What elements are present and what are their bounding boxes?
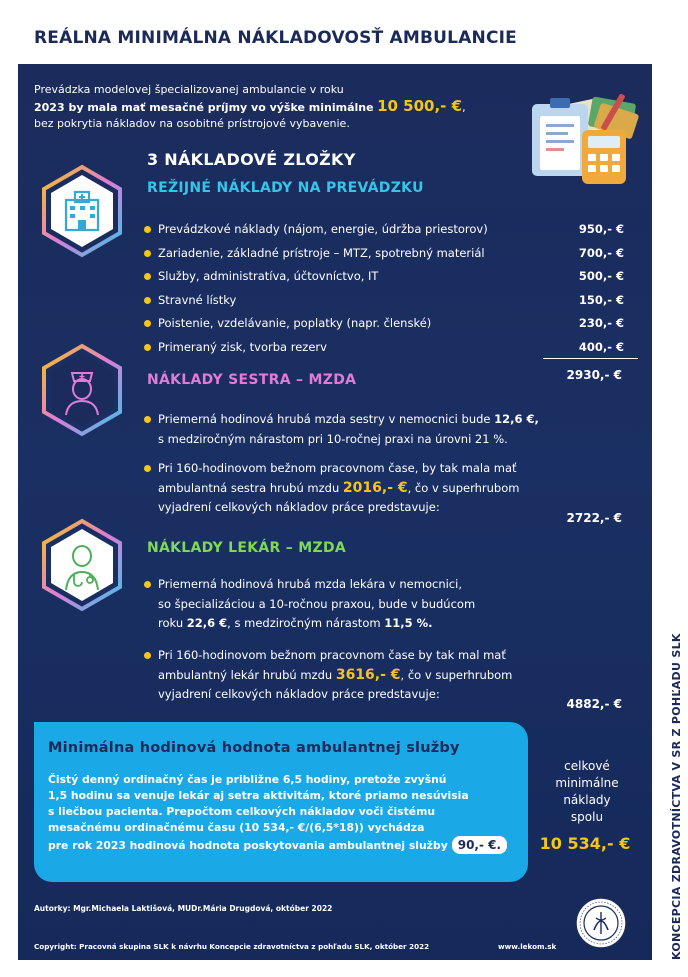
total-amount: 10 534,- € xyxy=(539,834,631,853)
cost-components-heading: 3 NÁKLADOVÉ ZLOŽKY xyxy=(147,150,356,169)
hourly-value-title: Minimálna hodinová hodnota ambulantnej služby xyxy=(48,740,460,756)
page-title: REÁLNA MINIMÁLNA NÁKLADOVOSŤ AMBULANCIE xyxy=(34,28,517,48)
list-item: Služby, administratíva, účtovníctvo, IT 500,- € xyxy=(144,265,624,289)
list-item: Prevádzkové náklady (nájom, energie, údržba priestorov) 950,- € xyxy=(144,218,624,242)
nurse-gross-salary: 2016,- € xyxy=(342,479,408,496)
doctor-paragraph-1: Priemerná hodinová hrubá mzda lekára v nemocnici, so špecializáciou a 10-ročnou praxou, bude v budúcom roku 22,6 €, s medziročným nárastom 11,5 %. xyxy=(144,575,614,634)
list-item: Poistenie, vzdelávanie, poplatky (napr. členské) 230,- € xyxy=(144,312,624,336)
intro-line2: 2023 by mala mať mesačné príjmy vo výške minimálne xyxy=(34,101,374,114)
authors: Autorky: Mgr.Michaela Laktišová, MUDr.Mária Drugdová, október 2022 xyxy=(34,904,333,913)
doctor-icon xyxy=(40,518,124,612)
nurse-total: 2722,- € xyxy=(566,511,622,525)
doctor-costs-title: NÁKLADY LEKÁR – MZDA xyxy=(147,540,347,556)
list-item: Zariadenie, základné prístroje – MTZ, spotrebný materiál 700,- € xyxy=(144,242,624,266)
operating-total: 2930,- € xyxy=(566,368,622,382)
doctor-gross-salary: 3616,- € xyxy=(335,666,401,683)
operating-costs-title: REŽIJNÉ NÁKLADY NA PREVÁDZKU xyxy=(147,180,424,196)
operating-costs-list xyxy=(144,218,624,360)
header xyxy=(0,0,688,64)
monthly-income-amount: 10 500,- € xyxy=(377,97,463,115)
doctor-total: 4882,- € xyxy=(566,697,622,711)
website-link[interactable]: www.lekom.sk xyxy=(498,942,557,951)
copyright: Copyright: Pracovná skupina SLK k návrhu Koncepcie zdravotníctva z pohľadu SLK, október 2022 xyxy=(34,942,430,951)
hourly-value-pill: 90,- €. xyxy=(452,836,507,854)
nurse-costs-title: NÁKLADY SESTRA – MZDA xyxy=(147,372,357,388)
nurse-icon xyxy=(40,343,124,437)
list-item: Stravné lístky 150,- € xyxy=(144,289,624,313)
list-item: Primeraný zisk, tvorba rezerv 400,- € xyxy=(144,336,624,360)
nurse-paragraph-1: Priemerná hodinová hrubá mzda sestry v nemocnici bude 12,6 €, s medziročným nárastom pri 10-ročnej praxi na úrovni 21 %. xyxy=(144,410,614,449)
doctor-paragraph-2: Pri 160-hodinovom bežnom pracovnom čase by tak mal mať ambulantný lekár hrubú mzdu 3616,- €, čo v superhrubom vyjadrení celkových nákladov práce predstavuje: xyxy=(144,646,614,705)
intro-text: Prevádzka modelovej špecializovanej ambulancie v roku 2023 by mala mať mesačné príjmy vo výške minimálne 10 500,- €, bez pokrytia nákladov na osobitné prístrojové vybavenie. xyxy=(34,83,466,130)
sum-divider xyxy=(543,358,638,359)
hourly-value-text: Čistý denný ordinačný čas je približne 6,5 hodiny, pretože zvyšnú 1,5 hodinu sa venuje lekár aj setra aktivitám, ktoré priamo nesúvisia s liečbou pacienta. Prepočtom celkových nákladov voči čistému mesačnému ordinačnému času (10 534,- €/(6,5*18)) vychádza pre rok 2023 hodinová hodnota poskytovania ambulantnej služby 90,- €. xyxy=(48,772,518,854)
documents-calculator-icon xyxy=(520,82,644,186)
side-caption: KONCEPCIA ZDRAVOTNÍCTVA V SR Z POHĽADU SLK xyxy=(670,633,683,960)
total-label: celkové minimálne náklady spolu xyxy=(555,759,619,824)
slk-seal-logo xyxy=(574,896,628,950)
nurse-paragraph-2: Pri 160-hodinovom bežnom pracovnom čase, by tak mala mať ambulantná sestra hrubú mzdu 2016,- €, čo v superhrubom vyjadrení celkových nákladov práce predstavuje: xyxy=(144,459,614,518)
hospital-icon xyxy=(40,164,124,258)
